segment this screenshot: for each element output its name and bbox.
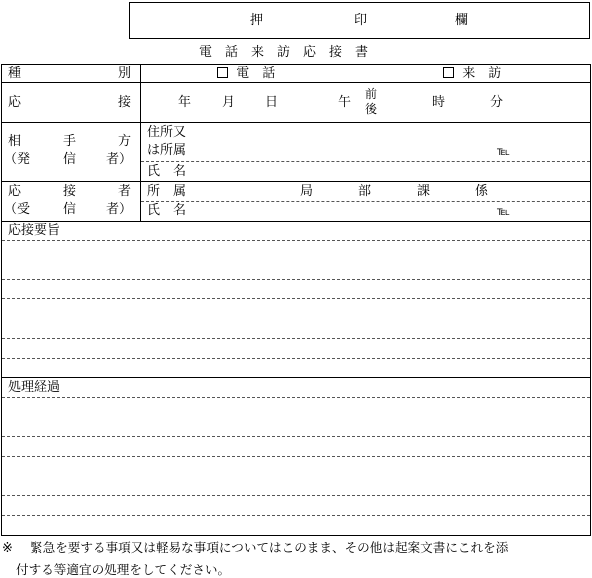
summary-line bbox=[2, 279, 590, 280]
counterpart-name-label: 氏 名 bbox=[147, 164, 187, 179]
row-divider bbox=[1, 82, 591, 83]
progress-line bbox=[2, 515, 590, 516]
phone-checkbox[interactable] bbox=[217, 67, 228, 78]
progress-line bbox=[2, 436, 590, 437]
seal-char-3: 欄 bbox=[455, 13, 469, 28]
note-line-2: 付する等適宜の処理をしてください。 bbox=[16, 562, 231, 577]
progress-line bbox=[2, 495, 590, 496]
counterpart-tel-icon: ℡ bbox=[497, 144, 510, 158]
visit-checkbox[interactable] bbox=[443, 67, 454, 78]
progress-line bbox=[2, 397, 590, 398]
receiver-tel-icon: ℡ bbox=[497, 204, 510, 218]
counterpart-label-1b: 手 bbox=[63, 134, 77, 149]
phone-label: 電 話 bbox=[236, 66, 276, 81]
receiver-label-1c: 者 bbox=[118, 184, 132, 199]
department-label: 部 bbox=[358, 184, 372, 199]
am-label: 前 bbox=[365, 87, 378, 101]
counterpart-label-2c: 者） bbox=[106, 152, 133, 167]
phone-option[interactable] bbox=[217, 67, 275, 80]
receiver-label-2c: 者） bbox=[106, 202, 133, 217]
seal-char-2: 印 bbox=[354, 13, 368, 28]
row-divider bbox=[1, 221, 591, 222]
receiver-name-label: 氏 名 bbox=[147, 203, 187, 218]
receiver-name-divider bbox=[141, 201, 590, 202]
bureau-label: 局 bbox=[300, 184, 314, 199]
form-title: 電 話 来 訪 応 接 書 bbox=[199, 45, 369, 60]
type-label-right: 別 bbox=[118, 66, 132, 81]
row-divider bbox=[1, 122, 591, 123]
visit-option[interactable] bbox=[443, 67, 501, 80]
unit-label: 係 bbox=[475, 184, 489, 199]
month-label: 月 bbox=[222, 95, 236, 110]
counterpart-label-2b: 信 bbox=[63, 152, 77, 167]
summary-line bbox=[2, 338, 590, 339]
receiver-affiliation-label: 所 属 bbox=[147, 184, 187, 199]
hour-label: 時 bbox=[432, 95, 446, 110]
label-column-divider bbox=[140, 64, 141, 221]
receiver-label-2a: （受 bbox=[4, 202, 31, 217]
reception-label-right: 接 bbox=[118, 95, 132, 110]
seal-char-1: 押 bbox=[250, 13, 264, 28]
counterpart-label-2a: （発 bbox=[4, 152, 31, 167]
type-label-left: 種 bbox=[8, 66, 22, 81]
section-label: 課 bbox=[417, 184, 431, 199]
receiver-label-1b: 接 bbox=[63, 184, 77, 199]
row-divider bbox=[1, 181, 591, 182]
minute-label: 分 bbox=[490, 95, 504, 110]
note-mark: ※ bbox=[2, 541, 13, 556]
summary-label: 応接要旨 bbox=[8, 223, 61, 238]
ampm-suffix: 午 bbox=[338, 95, 352, 110]
summary-line bbox=[2, 298, 590, 299]
row-divider bbox=[1, 377, 591, 378]
summary-line bbox=[2, 358, 590, 359]
progress-label: 処理経過 bbox=[8, 380, 61, 395]
reception-label-left: 応 bbox=[8, 95, 22, 110]
form-frame bbox=[1, 64, 591, 536]
progress-line bbox=[2, 456, 590, 457]
counterpart-label-1c: 方 bbox=[118, 134, 132, 149]
day-label: 日 bbox=[265, 95, 279, 110]
note-line-1: 緊急を要する事項又は軽易な事項についてはこのまま、その他は起案文書にこれを添 bbox=[30, 540, 509, 555]
counterpart-label-1a: 相 bbox=[8, 134, 22, 149]
receiver-label-1a: 応 bbox=[8, 184, 22, 199]
counterpart-address-label-2: は所属 bbox=[147, 143, 187, 158]
visit-label: 来 訪 bbox=[462, 66, 502, 81]
receiver-label-2b: 信 bbox=[63, 202, 77, 217]
summary-line bbox=[2, 240, 590, 241]
year-label: 年 bbox=[178, 95, 192, 110]
counterpart-name-divider bbox=[141, 161, 590, 162]
pm-label: 後 bbox=[365, 102, 378, 116]
counterpart-address-label-1: 住所又 bbox=[147, 125, 187, 140]
